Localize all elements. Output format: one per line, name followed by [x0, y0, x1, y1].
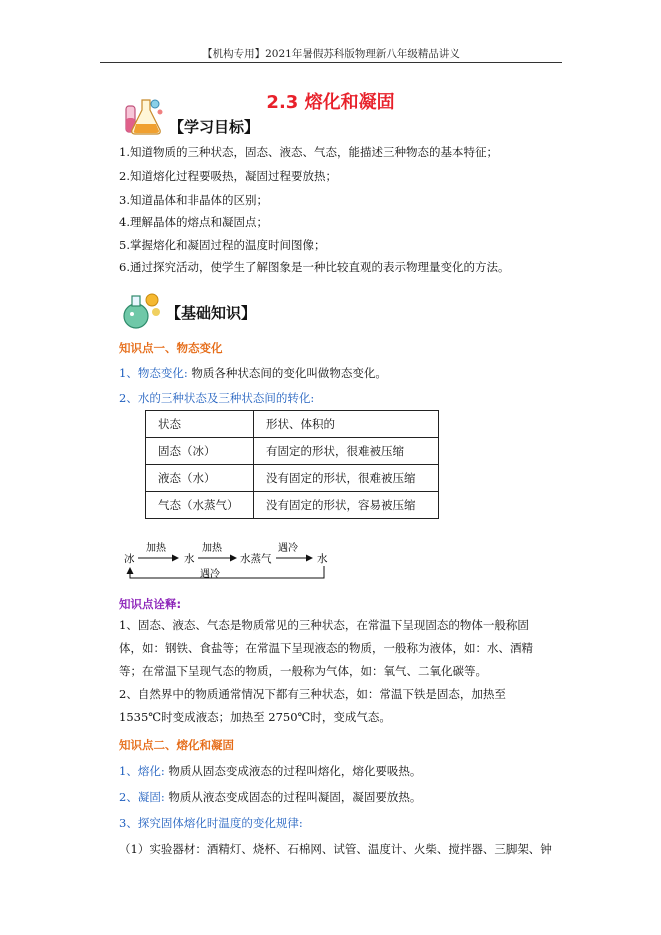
term-label: 熔化:	[137, 764, 165, 778]
term-label: 物态变化:	[137, 366, 188, 380]
item-number: 3、	[119, 816, 138, 830]
kp2-item-4: （1）实验器材：酒精灯、烧杯、石棉网、试管、温度计、火柴、搅拌器、三脚架、钟	[119, 842, 552, 856]
item-number: 2、	[119, 391, 138, 405]
goal-item: 1.知道物质的三种状态，固态、液态、气态，能描述三种物态的基本特征；	[119, 145, 498, 159]
state-transition-diagram	[118, 536, 338, 586]
diagram-node-vapor: 水蒸气	[240, 553, 272, 565]
notes-heading: 知识点诠释:	[119, 597, 182, 611]
table-header-cell: 状态	[146, 411, 254, 438]
term-label: 探究固体熔化时温度的变化规律:	[137, 816, 303, 830]
diagram-arrow-label: 加热	[202, 543, 222, 554]
diagram-arrow-label: 加热	[146, 543, 166, 554]
table-header-row	[146, 411, 439, 438]
chemistry-bulb-icon	[120, 290, 164, 330]
kp2-heading: 知识点二、熔化和凝固	[119, 738, 234, 752]
goal-item: 4.理解晶体的熔点和凝固点；	[119, 215, 268, 229]
table-cell: 没有固定的形状，容易被压缩	[254, 492, 439, 519]
item-number: 2、	[119, 790, 138, 804]
table-cell: 没有固定的形状，很难被压缩	[254, 465, 439, 492]
table-row	[146, 492, 439, 519]
page-title: 2.3 熔化和凝固	[266, 92, 395, 113]
table-cell: 固态（冰）	[146, 438, 254, 465]
kp2-item-3	[119, 815, 303, 831]
table-row	[146, 465, 439, 492]
states-table	[145, 410, 439, 519]
diagram-node-water: 水	[184, 553, 195, 565]
term-definition: 物质从固态变成液态的过程叫熔化，熔化要吸热。	[168, 764, 422, 778]
term-definition: 物质从液态变成固态的过程叫凝固，凝固要放热。	[168, 790, 422, 804]
table-cell: 有固定的形状，很难被压缩	[254, 438, 439, 465]
term-definition: 物质各种状态间的变化叫做物态变化。	[191, 366, 387, 380]
page-header: 【机构专用】2021年暑假苏科版物理新八年级精品讲义	[202, 48, 460, 60]
kp1-item-2	[119, 390, 314, 406]
diagram-node-ice: 冰	[124, 553, 135, 565]
notes-paragraph-1: 1、固态、液态、气态是物质常见的三种状态，在常温下呈现固态的物体一般称固体，如：钢铁、食盐等；在常温下呈现液态的物质，一般称为液体，如：水、酒精等；在常温下呈现气态的物质，一般称为气体，如：氧气、二氧化碳等。	[119, 618, 533, 678]
goal-item: 5.掌握熔化和凝固过程的温度时间图像；	[119, 238, 326, 252]
table-cell: 气态（水蒸气）	[146, 492, 254, 519]
kp2-item-1	[119, 763, 421, 779]
table-row	[146, 438, 439, 465]
diagram-return-label: 遇冷	[200, 569, 220, 580]
item-number: 1、	[119, 366, 138, 380]
diagram-node-water-2: 水	[317, 553, 328, 565]
header-rule	[100, 62, 562, 63]
kp2-item-2	[119, 789, 421, 805]
goals-section-title: 【学习目标】	[169, 118, 260, 136]
kp1-heading: 知识点一、物态变化	[119, 341, 223, 355]
lab-flask-icon	[122, 96, 166, 136]
kp1-item-1	[119, 365, 387, 381]
diagram-return-arrow	[130, 566, 324, 578]
term-label: 凝固:	[137, 790, 165, 804]
notes-paragraph-2: 2、自然界中的物质通常情况下都有三种状态，如：常温下铁是固态，加热至 1535℃时变成液态；加热至 2750℃时，变成气态。	[119, 687, 506, 724]
goal-item: 2.知道熔化过程要吸热，凝固过程要放热；	[119, 169, 337, 183]
goal-item: 3.知道晶体和非晶体的区别；	[119, 193, 268, 207]
table-header-cell: 形状、体积的	[254, 411, 439, 438]
basics-section-title: 【基础知识】	[166, 304, 257, 322]
goal-item: 6.通过探究活动，使学生了解图象是一种比较直观的表示物理量变化的方法。	[119, 260, 510, 274]
item-number: 1、	[119, 764, 138, 778]
term-label: 水的三种状态及三种状态间的转化:	[137, 391, 315, 405]
table-cell: 液态（水）	[146, 465, 254, 492]
diagram-arrow-label: 遇冷	[278, 543, 298, 554]
